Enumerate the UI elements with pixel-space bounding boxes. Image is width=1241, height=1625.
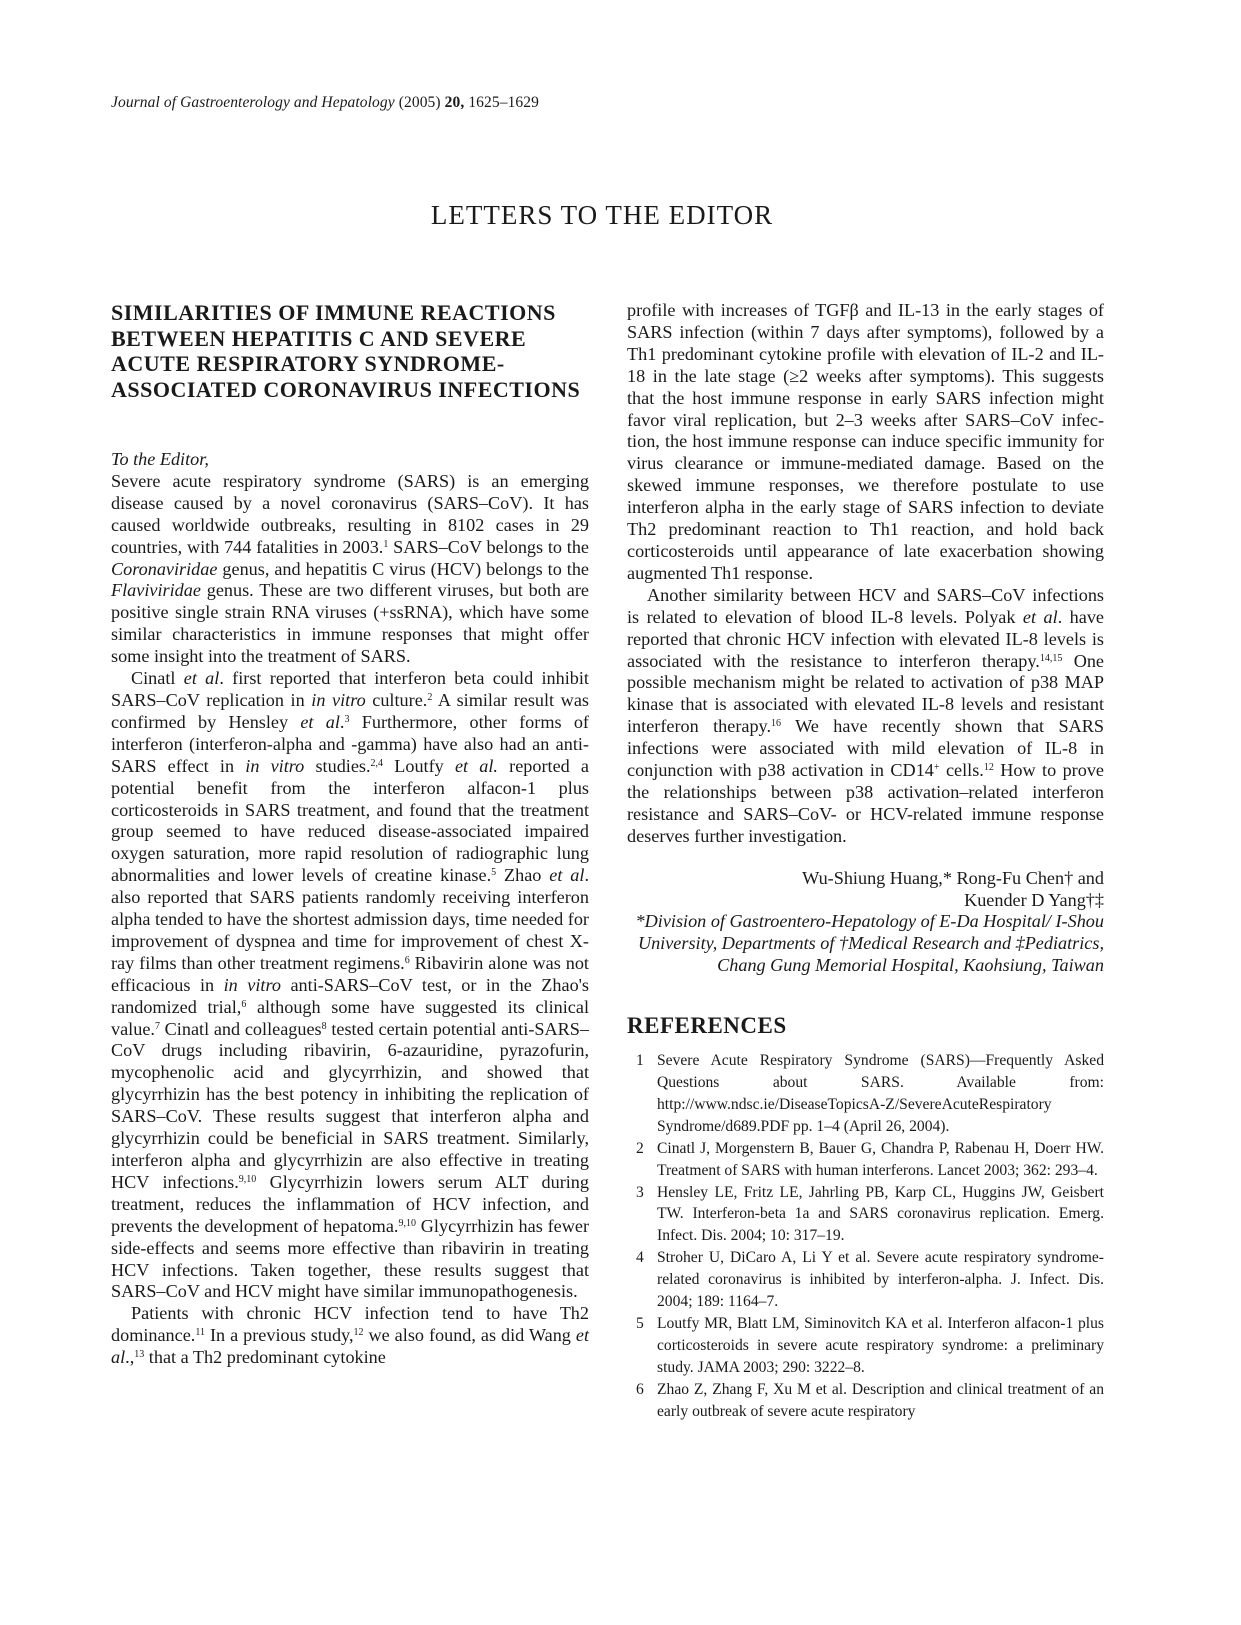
reference-text: Cinatl J, Morgenstern B, Bauer G, Chandra P, Rabenau H, Doerr HW. Treatment of SARS with human interferons. Lancet 2003; 362: 293–4. [657,1139,1104,1179]
reference-number: 4 [636,1249,644,1267]
reference-item [627,1182,1104,1248]
reference-text: Loutfy MR, Blatt LM, Siminovitch KA et al. Interferon alfacon-1 plus corticosteroids in severe acute respiratory syndrome: a preliminary study. JAMA 2003; 290: 3222–8. [657,1314,1104,1376]
body-paragraph-5: Another similarity between HCV and SARS–CoV infections is related to elevation of blood IL-8 levels. Polyak et al. have reported that chronic HCV infection with elevated IL-8 levels is associated with the resistance to interferon therapy.$^{14,15}$ One possible mechanism might be related to activation of p38 MAP kinase that is associated with elevated IL-8 levels and resistant interferon therapy.$^{16}$ We have recently shown that SARS infections were associated with mild elevation of IL-8 in conjunction with p38 activation in CD14+ cells.$^{12}$ How to prove the relationships between p38 activation–related interferon resistance and SARS–CoV- or HCV-related immune response deserves further investigation. [627,584,1104,846]
running-header [111,94,539,112]
reference-number: 2 [636,1139,644,1157]
reference-number: 3 [636,1183,644,1201]
right-column [627,300,1104,1423]
reference-item [627,1247,1104,1313]
reference-number: 1 [636,1052,644,1070]
journal-pages: 1625–1629 [468,94,539,111]
authors-line-1: Wu-Shiung Huang,* Rong-Fu Chen† and [802,867,1104,888]
journal-volume: 20, [444,94,465,111]
body-paragraph-1: Severe acute respiratory syndrome (SARS) is an emerging disease caused by a novel coronavirus (SARS–CoV). It has caused worldwide outbreaks, resulting in 8102 cases in 29 countries, with 744 fatalities in 2003.$^1$ SARS–CoV belongs to the Coronaviridae genus, and hepatitis C virus (HCV) belongs to the Flaviviridae genus. These are two different viruses, but both are positive single strain RNA viruses (+ssRNA), which have some similar characteristics in immune responses that might offer some insight into the treatment of SARS. [111,470,589,667]
authors-line-2: Kuender D Yang†‡ [964,889,1104,910]
journal-year: (2005) [398,94,441,111]
references-heading: REFERENCES [627,1013,787,1039]
reference-text: Zhao Z, Zhang F, Xu M et al. Description and clinical treatment of an early outbreak of severe acute respiratory [657,1380,1104,1420]
body-paragraph-3: Patients with chronic HCV infection tend to have Th2 dominance.$^{11}$ In a previous study,$^{12}$ we also found, as did Wang et al.,$^{13}$ that a Th2 predominant cytokine [111,1303,590,1368]
reference-item [627,1138,1104,1182]
reference-number: 5 [636,1314,644,1332]
reference-text: Severe Acute Respiratory Syndrome (SARS)—Frequently Asked Questions about SARS. Available from: http://www.ndsc.ie/DiseaseTopicsA-Z/SevereAcuteRespiratory Syndrome/d689.PDF pp. 1–4 (April 26, 2004). [657,1052,1104,1135]
reference-item [627,1379,1104,1423]
reference-text: Hensley LE, Fritz LE, Jahrling PB, Karp CL, Huggins JW, Geisbert TW. Interferon-beta 1a and SARS coronavirus replication. Emerg. Infect. Dis. 2004; 10: 317–19. [657,1183,1104,1245]
reference-item [627,1313,1104,1379]
reference-list [627,1050,1104,1422]
section-title: LETTERS TO THE EDITOR [430,200,774,230]
reference-number: 6 [636,1380,644,1398]
reference-text: Stroher U, DiCaro A, Li Y et al. Severe acute respiratory syndrome-related coronavirus is inhibited by interferon-alpha. J. Infect. Dis. 2004; 189: 1164–7. [657,1249,1104,1311]
authors [627,868,1104,912]
affiliation: *Division of Gastroentero-Hepatology of E-Da Hospital/ I-Shou University, Departments of †Medical Research and ‡Pediatrics, Chang Gung Memorial Hospital, Kaohsiung, Taiwan [635,911,1104,976]
body-paragraph-2: Cinatl et al. first reported that interferon beta could inhibit SARS–CoV replication in in vitro culture.$^2$ A similar result was confirmed by Hensley et al.$^3$ Furthermore, other forms of interferon (interferon-alpha and -gamma) have also had an anti-SARS effect in in vitro studies.$^{2,4}$ Loutfy et al. reported a potential benefit from the interferon alfacon-1 plus corticosteroids in SARS treatment, and found that the treatment group seemed to have reduced disease-associated impaired oxygen saturation, more rapid resolution of radiographic lung abnormalities and lower levels of creatine kinase.$^5$ Zhao et al. also reported that SARS patients randomly receiving interferon alpha tended to have the shortest admission days, time needed for improvement of dyspnea and time for improvement of chest X-ray films than other treatment regimens.$^6$ Ribavirin alone was not efficacious in in vitro anti-SARS–CoV test, or in the Zhao's randomized trial,$^6$ although some have suggested its clinical value.$^7$ Cinatl and colleagues$^8$ tested certain potential anti-SARS–CoV drugs including ribavirin, 6-azauridine, pyrazofurin, mycophenolic acid and glycyrrhizin, and showed that glycyrrhizin has the best potency in inhibiting the replication of SARS–CoV. These results suggest that interferon alpha and glycyrrhizin could be beneficial in SARS treatment. Similarly, interferon alpha and glycyrrhizin are also effective in treating HCV infections.$^{9,10}$ Glycyrrhizin lowers serum ALT during treatment, reduces the inflammation of HCV infection, and prevents the development of hepatoma.$^{9,10}$ Glycyrrhizin has fewer side-effects and seems more effective than ribavirin in treating HCV infections. Taken together, these results suggest that SARS–CoV and HCV might have similar immunopathogenesis. [111,668,590,1302]
salutation: To the Editor, [111,449,209,469]
reference-item [627,1050,1104,1138]
journal-name: Journal of Gastroenterology and Hepatology [111,94,395,111]
body-paragraph-4: profile with increases of TGFβ and IL-13 in the early stages of SARS infection (within 7 days after symptoms), followed by a Th1 predominant cytokine profile with elevation of IL-2 and IL-18 in the late stage (≥2 weeks after symptoms). This suggests that the host immune response in early SARS infection might favor viral replication, but 2–3 weeks after SARS–CoV infection, the host immune response can induce specific immunity for virus clearance or immune-mediated damage. Based on the skewed immune responses, we therefore postulate to use interferon alpha in the early stage of SARS infection to deviate Th2 predominant reaction to Th1 reaction, and hold back corticosteroids until appearance of late exacerbation showing augmented Th1 response. [627,300,1104,583]
left-column [111,300,589,1369]
article-title: SIMILARITIES OF IMMUNE REACTIONS BETWEEN HEPATITIS C AND SEVERE ACUTE RESPIRATORY SYNDROME-ASSOCIATED CORONAVIRUS INFECTIONS [111,300,581,402]
